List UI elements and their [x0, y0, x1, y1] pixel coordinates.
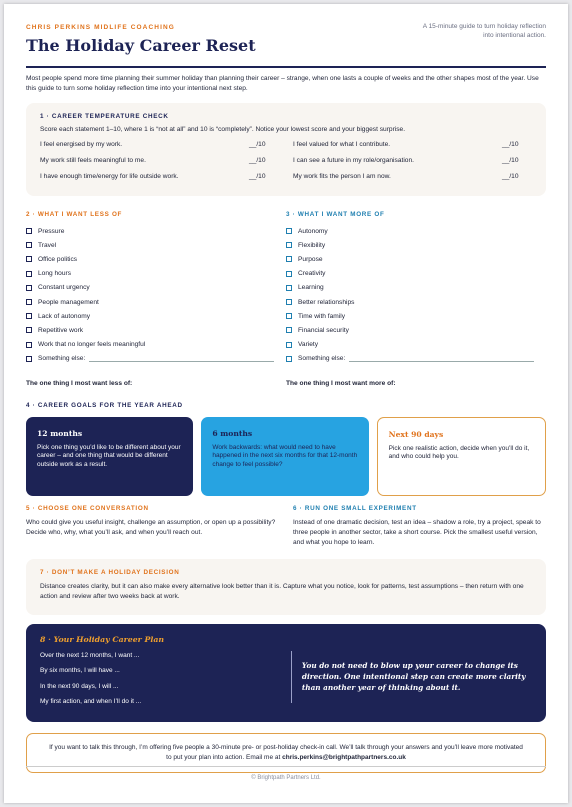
checklist-label: Office politics: [38, 255, 78, 263]
section-2-label: 2 · WHAT I WANT LESS OF: [26, 211, 123, 218]
write-in-line[interactable]: [349, 356, 534, 362]
brand-name: CHRIS PERKINS MIDLIFE COACHING: [26, 24, 175, 31]
checkbox[interactable]: [26, 313, 32, 319]
checklist-item-other[interactable]: [26, 352, 286, 366]
goal-card-12-months: [26, 417, 193, 496]
card-title: 6 months: [212, 428, 253, 438]
checklist-label: Autonomy: [298, 227, 328, 235]
checkbox[interactable]: [26, 242, 32, 248]
goal-card-90-days: [377, 417, 546, 496]
checkbox[interactable]: [286, 228, 292, 234]
section-6-text: Instead of one dramatic decision, test an idea – shadow a role, try a project, speak to three people in another sector, take a short course. Pick the smallest useful version, and what you hope to learn.: [293, 518, 541, 546]
checkbox[interactable]: [26, 356, 32, 362]
checklist-item[interactable]: [286, 252, 546, 266]
statement-text: I can see a future in my role/organisation.: [293, 157, 414, 164]
statement-row[interactable]: [293, 141, 532, 148]
checkbox[interactable]: [26, 271, 32, 277]
checklist-item[interactable]: [286, 238, 546, 252]
checklist-item[interactable]: [26, 338, 286, 352]
statement-text: My work still feels meaningful to me.: [40, 157, 146, 164]
email-link[interactable]: chris.perkins@brightpathpartners.co.uk: [282, 753, 406, 761]
checklist-label: Travel: [38, 241, 57, 249]
intro-text: Most people spend more time planning their summer holiday than planning their career – strange, when one lasts a couple of weeks and the other shapes most of the year. Use this guide to turn some holiday reflection time into your intentional next step.: [26, 75, 539, 92]
plan-prompt[interactable]: Over the next 12 months, I want ...: [40, 652, 140, 660]
statement-row[interactable]: [40, 157, 279, 164]
checkbox[interactable]: [286, 271, 292, 277]
checklist-item[interactable]: [286, 224, 546, 238]
plan-quote: You do not need to blow up your career to change its direction. One intentional step can create more clarity than another year of thinking about it.: [301, 661, 526, 693]
checklist-item[interactable]: [286, 281, 546, 295]
want-lists: [26, 211, 546, 366]
checkbox[interactable]: [286, 242, 292, 248]
checklist-label: Purpose: [298, 255, 323, 263]
write-in-line[interactable]: [89, 356, 274, 362]
experiment-section: [293, 505, 546, 548]
checklist-item[interactable]: [26, 238, 286, 252]
card-text: Pick one thing you’d like to be different about your career – and one thing that would be different outside work as a result.: [37, 443, 181, 469]
career-plan-section: [26, 624, 546, 722]
score-field[interactable]: __/10: [249, 141, 266, 148]
checklist-label: Time with family: [298, 312, 346, 320]
card-text: Work backwards: what would need to have happened in the next six months for that 12-month change to feel possible?: [212, 443, 358, 469]
statement-text: I feel valued for what I contribute.: [293, 141, 391, 148]
checklist-label: Repetitive work: [38, 326, 84, 334]
checklist-label: Variety: [298, 341, 319, 349]
tagline: A 15-minute guide to turn holiday reflection into intentional action.: [422, 23, 546, 39]
score-field[interactable]: __/10: [502, 157, 519, 164]
checkbox[interactable]: [286, 327, 292, 333]
score-field[interactable]: __/10: [502, 141, 519, 148]
checklist-label: Long hours: [38, 270, 71, 278]
checkbox[interactable]: [26, 256, 32, 262]
checkbox[interactable]: [26, 342, 32, 348]
conversation-experiment-row: [26, 505, 546, 548]
goal-cards: [26, 417, 546, 496]
card-text: Pick one realistic action, decide when you’ll do it, and who could help you.: [388, 444, 530, 461]
cta-body: If you want to talk this through, I’m offering five people a 30-minute pre- or post-holiday check-in call. We’ll talk through your answers and you’ll leave more motivated to put your plan into action. Email me at: [49, 743, 523, 761]
less-of-list: [26, 211, 286, 366]
checkbox[interactable]: [26, 299, 32, 305]
statement-row[interactable]: [40, 173, 279, 180]
plan-prompt[interactable]: In the next 90 days, I will ...: [40, 682, 119, 690]
section-5-label: 5 · CHOOSE ONE CONVERSATION: [26, 504, 149, 512]
checkbox[interactable]: [286, 313, 292, 319]
guide-page: [4, 4, 568, 803]
plan-title: 8 · Your Holiday Career Plan: [40, 634, 165, 644]
cta-text: [47, 743, 525, 763]
plan-prompt[interactable]: By six months, I will have ...: [40, 667, 120, 675]
plan-prompts: [40, 635, 291, 711]
section-5-text: Who could give you useful insight, challenge an assumption, or open up a possibility? Decide who, why, what you’ll ask, and when you’ll reach out.: [26, 518, 276, 536]
statement-text: My work fits the person I am now.: [293, 173, 391, 180]
statement-row[interactable]: [293, 157, 532, 164]
score-field[interactable]: __/10: [249, 157, 266, 164]
statement-row[interactable]: [293, 173, 532, 180]
checklist-label: Better relationships: [298, 298, 355, 306]
section-1-instructions: Score each statement 1–10, where 1 is “not at all” and 10 is “completely”. Notice your lowest score and your biggest surprise.: [40, 126, 406, 133]
checklist-item[interactable]: [26, 281, 286, 295]
section-7-text: Distance creates clarity, but it can also make every alternative look better than it is. Capture what you notice, look for patterns, test assumptions – then return with one action and review after two weeks back at work.: [40, 582, 524, 600]
checklist-item-other[interactable]: [286, 352, 546, 366]
holiday-decision-section: [26, 559, 546, 615]
section-4-label: 4 · CAREER GOALS FOR THE YEAR AHEAD: [26, 401, 183, 409]
checklist-item[interactable]: [26, 224, 286, 238]
plan-quote-box: [291, 651, 532, 703]
checklist-label: Work that no longer feels meaningful: [38, 341, 146, 349]
checkbox[interactable]: [26, 327, 32, 333]
checklist-label: Learning: [298, 284, 324, 292]
one-thing-more: The one thing I most want more of:: [286, 379, 396, 387]
checklist-item[interactable]: [286, 323, 546, 337]
footer: © Brightpath Partners Ltd.: [26, 766, 546, 781]
section-6-label: 6 · RUN ONE SMALL EXPERIMENT: [293, 504, 417, 512]
checklist-item[interactable]: [26, 295, 286, 309]
checkbox[interactable]: [286, 256, 292, 262]
conversation-section: [26, 505, 279, 548]
checkbox[interactable]: [286, 356, 292, 362]
checklist-item[interactable]: [26, 252, 286, 266]
card-title: Next 90 days: [388, 429, 444, 439]
card-title: 12 months: [37, 428, 83, 438]
checkbox[interactable]: [26, 228, 32, 234]
statement-text: I have enough time/energy for life outside work.: [40, 173, 179, 180]
checklist-label: Creativity: [298, 270, 326, 278]
one-thing-row: [26, 380, 546, 387]
section-3-label: 3 · WHAT I WANT MORE OF: [286, 211, 385, 218]
plan-prompt[interactable]: My first action, and when I’ll do it ...: [40, 698, 142, 706]
checklist-item[interactable]: [286, 267, 546, 281]
page-header: [26, 4, 546, 68]
checklist-label: Lack of autonomy: [38, 312, 91, 320]
statement-text: I feel energised by my work.: [40, 141, 123, 148]
checkbox[interactable]: [286, 342, 292, 348]
section-7-label: 7 · DON’T MAKE A HOLIDAY DECISION: [40, 568, 180, 576]
more-of-list: [286, 211, 546, 366]
checklist-label: Constant urgency: [38, 284, 90, 292]
section-1-label: 1 · CAREER TEMPERATURE CHECK: [40, 113, 169, 120]
score-field[interactable]: __/10: [502, 173, 519, 180]
checklist-item[interactable]: [286, 295, 546, 309]
checklist-label: Financial security: [298, 326, 349, 334]
checkbox[interactable]: [286, 285, 292, 291]
checklist-item[interactable]: [26, 309, 286, 323]
goal-card-6-months: [201, 417, 368, 496]
checklist-item[interactable]: [26, 323, 286, 337]
checklist-item[interactable]: [26, 267, 286, 281]
checklist-label: Flexibility: [298, 241, 326, 249]
temperature-check-section: [26, 103, 546, 196]
page-title: The Holiday Career Reset: [26, 36, 256, 55]
one-thing-less: The one thing I most want less of:: [26, 379, 133, 387]
checklist-label: Something else:: [38, 355, 86, 363]
checkbox[interactable]: [286, 299, 292, 305]
checklist-label: Something else:: [298, 355, 346, 363]
score-field[interactable]: __/10: [249, 173, 266, 180]
checkbox[interactable]: [26, 285, 32, 291]
checklist-item[interactable]: [286, 338, 546, 352]
checklist-item[interactable]: [286, 309, 546, 323]
statement-row[interactable]: [40, 141, 279, 148]
statement-grid: [40, 141, 532, 180]
checklist-label: People management: [38, 298, 99, 306]
checklist-label: Pressure: [38, 227, 65, 235]
